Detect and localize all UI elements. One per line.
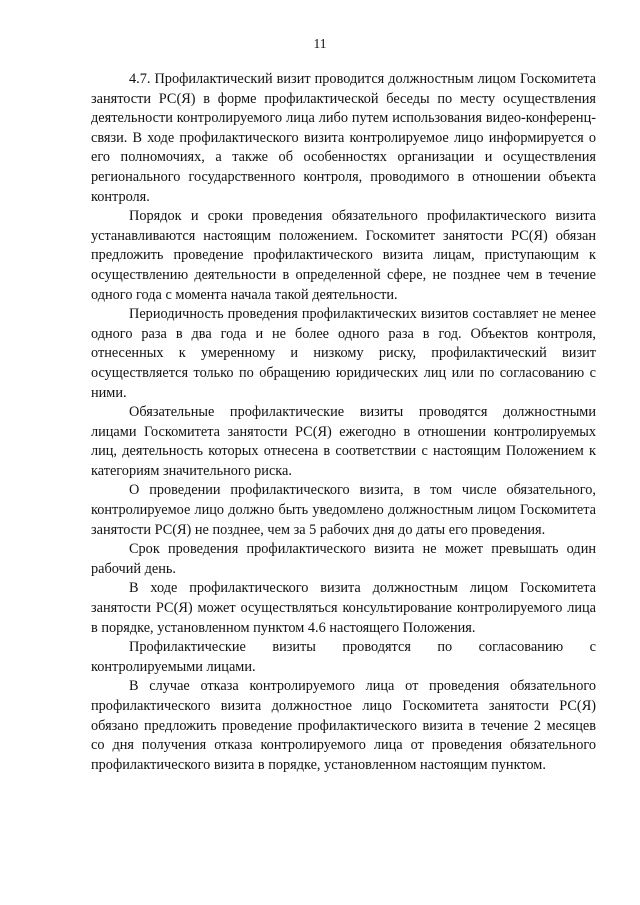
paragraph-refusal: В случае отказа контролируемого лица от проведения обязательного профилактического визита должностное лицо Госкомитета занятости РС(Я) обязано предложить проведение профилактического визита в течение 2 месяцев со дня получения отказа контролируемого лица от проведения обязательного профилактического визита в порядке, установленном настоящим пунктом.	[91, 678, 596, 773]
paragraph-mandatory-visits: Обязательные профилактические визиты проводятся должностными лицами Госкомитета занятости РС(Я) ежегодно в отношении контролируемых лиц, деятельность которых отнесена в соответствии с настоящим Положением к категориям значительного риска.	[91, 404, 596, 479]
paragraph-consulting: В ходе профилактического визита должностным лицом Госкомитета занятости РС(Я) может осуществляться консультирование контролируемого лица в порядке, установленном пунктом 4.6 настоящего Положения.	[91, 580, 596, 636]
paragraph-notification: О проведении профилактического визита, в том числе обязательного, контролируемое лицо должно быть уведомлено должностным лицом Госкомитета занятости РС(Я) не позднее, чем за 5 рабочих дня до даты его проведения.	[91, 482, 596, 538]
paragraph-4-7: 4.7. Профилактический визит проводится должностным лицом Госкомитета занятости РС(Я) в форме профилактической беседы по месту осуществления деятельности контролируемого лица либо путем использования видео-конференц-связи. В ходе профилактического визита контролируемое лицо информируется о его полномочиях, а также об особенностях организации и осуществления регионального государственного контроля, проводимого в отношении объекта контроля.	[91, 71, 596, 205]
paragraph-duration: Срок проведения профилактического визита не может превышать один рабочий день.	[91, 541, 596, 577]
paragraph-procedure: Порядок и сроки проведения обязательного профилактического визита устанавливаются настоящим положением. Госкомитет занятости РС(Я) обязан предложить проведение профилактического визита лицам, приступающим к осуществлению деятельности в определенной сфере, не позднее чем в течение одного года с момента начала такой деятельности.	[91, 208, 596, 303]
page-number: 11	[313, 36, 327, 51]
document-body	[91, 70, 596, 775]
paragraph-frequency: Периодичность проведения профилактических визитов составляет не менее одного раза в два года и не более одного раза в год. Объектов контроля, отнесенных к умеренному и низкому риску, профилактический визит осуществляется только по обращению юридических лиц или по согласованию с ними.	[91, 306, 596, 401]
paragraph-agreement: Профилактические визиты проводятся по согласованию с контролируемыми лицами.	[91, 639, 596, 675]
